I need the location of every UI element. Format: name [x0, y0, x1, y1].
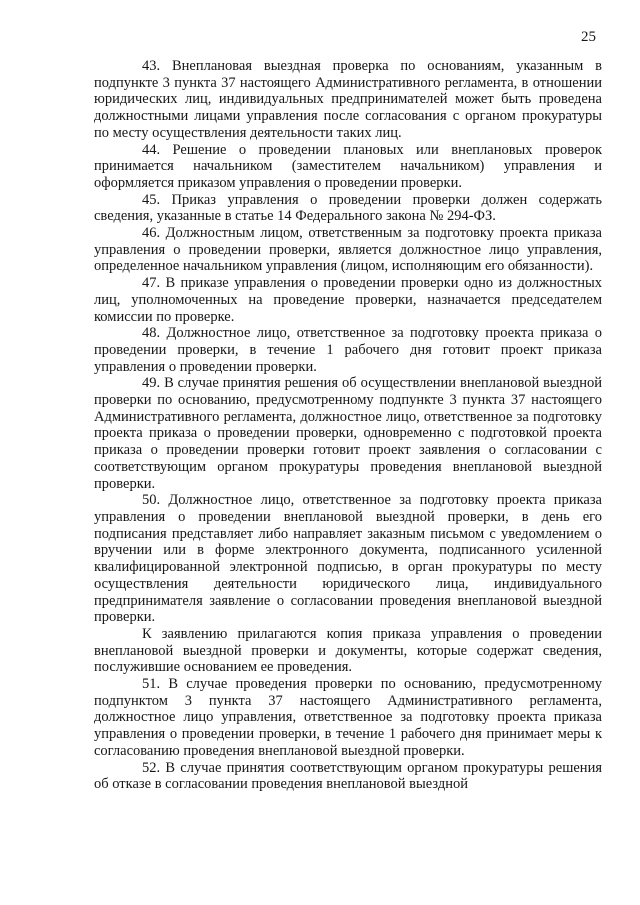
paragraph-44: 44. Решение о проведении плановых или внеплановых проверок принимается начальником (заместителем начальником) управления и оформляется приказом управления о проведении проверки. — [94, 141, 602, 191]
paragraph-49: 49. В случае принятия решения об осуществлении внеплановой выездной проверки по основанию, предусмотренному подпункте 3 пункта 37 настоящего Административного регламента, должностное лицо, ответственное за подготовку проекта приказа о проведении проверки, одновременно с подготовкой проекта приказа о проведении проверки готовит проект заявления о согласовании с соответствующим органом прокуратуры проведения внеплановой выездной проверки. — [94, 375, 602, 492]
document-body — [94, 58, 602, 793]
paragraph-45: 45. Приказ управления о проведении проверки должен содержать сведения, указанные в статье 14 Федерального закона № 294-ФЗ. — [94, 191, 602, 225]
paragraph-46: 46. Должностным лицом, ответственным за подготовку проекта приказа управления о проведении проверки, является должностное лицо управления, определенное начальником управления (лицом, исполняющим его обязанности). — [94, 225, 602, 275]
paragraph-51: 51. В случае проведения проверки по основанию, предусмотренному подпунктом 3 пункта 37 настоящего Административного регламента, должностное лицо управления, ответственное за подготовку проекта приказа управления о проведении проверки, в течение 1 рабочего дня принимает меры к согласованию проведения внеплановой выездной проверки. — [94, 676, 602, 759]
paragraph-47: 47. В приказе управления о проведении проверки одно из должностных лиц, уполномоченных на проведение проверки, назначается председателем комиссии по проверке. — [94, 275, 602, 325]
paragraph-52: 52. В случае принятия соответствующим органом прокуратуры решения об отказе в согласовании проведения внеплановой выездной — [94, 759, 602, 793]
page-number: 25 — [581, 29, 596, 45]
paragraph-50-attachment: К заявлению прилагаются копия приказа управления о проведении внеплановой выездной проверки и документы, которые содержат сведения, послужившие основанием ее проведения. — [94, 625, 602, 676]
paragraph-50: 50. Должностное лицо, ответственное за подготовку проекта приказа управления о проведении внеплановой выездной проверки, в день его подписания представляет либо направляет заказным письмом с уведомлением о вручении или в форме электронного документа, подписанного усиленной квалифицированной электронной подписью, в орган прокуратуры по месту осуществления деятельности юридического лица, индивидуального предпринимателя заявление о согласовании проведения внеплановой выездной проверки. — [94, 492, 602, 626]
paragraph-48: 48. Должностное лицо, ответственное за подготовку проекта приказа о проведении проверки, в течение 1 рабочего дня готовит проект приказа управления о проведении проверки. — [94, 325, 602, 375]
paragraph-43: 43. Внеплановая выездная проверка по основаниям, указанным в подпункте 3 пункта 37 настоящего Административного регламента, в отношении юридических лиц, индивидуальных предпринимателей может быть проведена должностными лицами управления после согласования с органом прокуратуры по месту осуществления деятельности таких лиц. — [94, 58, 602, 141]
